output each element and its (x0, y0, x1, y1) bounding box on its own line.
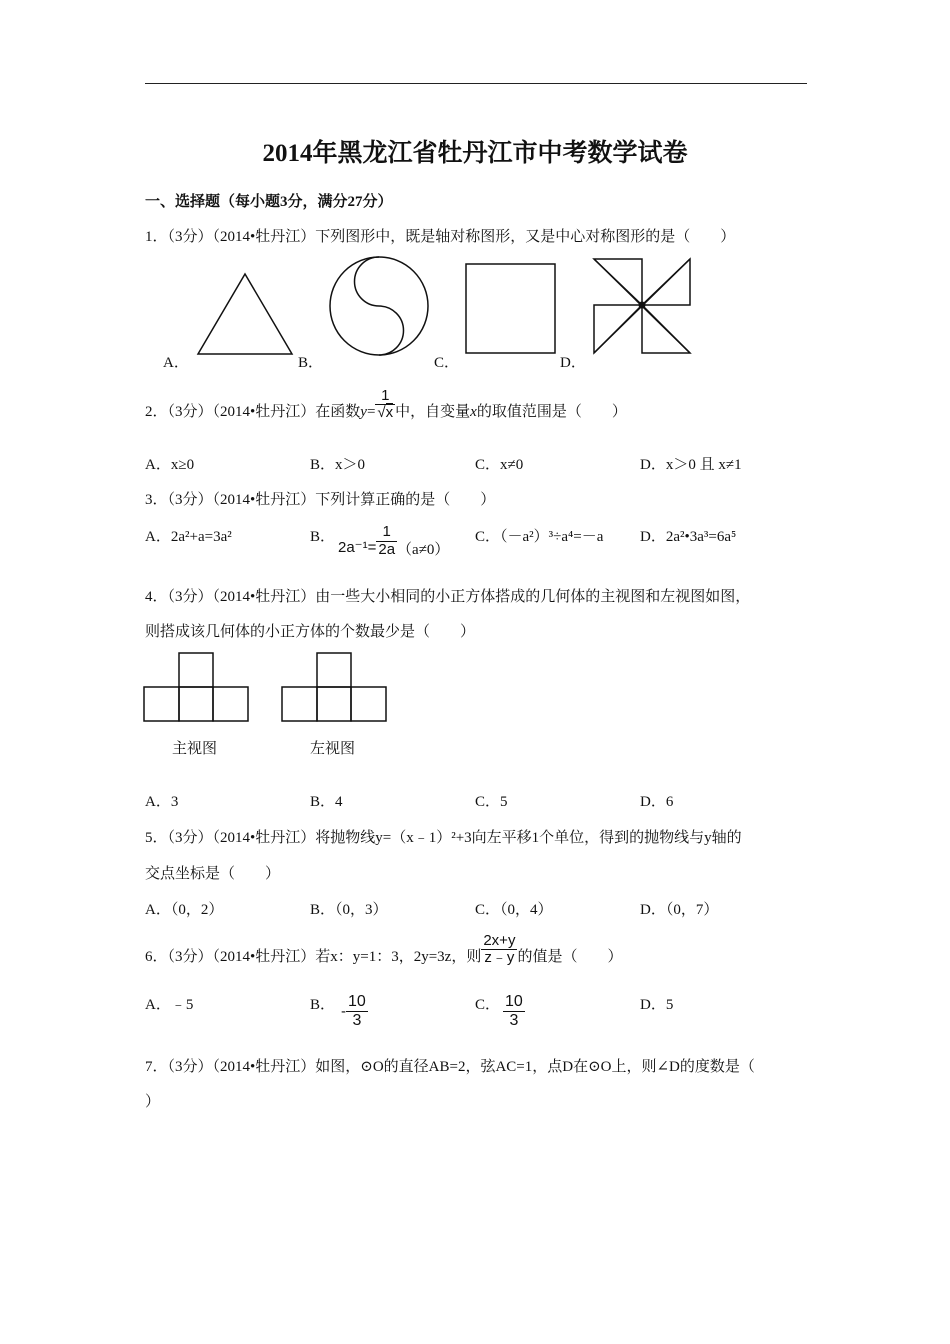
q2-fraction: $\frac{1}{√x}$ (377, 386, 394, 422)
question-4-line1: 4．（3分）（2014•牡丹江）由一些大小相同的小正方体搭成的几何体的主视图和左视图如图， (145, 589, 751, 605)
q4-option-d: D．6 (640, 794, 674, 810)
q4-option-a: A．3 (145, 794, 179, 810)
square-icon (465, 263, 557, 355)
q5-option-d: D．（0，7） (640, 902, 719, 918)
q1-option-b-label: B． (298, 355, 324, 371)
question-3-text: 3．（3分）（2014•牡丹江）下列计算正确的是（ ） (145, 492, 496, 508)
left-view-diagram (281, 652, 389, 724)
q5-option-a: A．（0，2） (145, 902, 224, 918)
triangle-icon (195, 272, 295, 356)
q5-option-b: B．（0，3） (310, 902, 388, 918)
q2-option-b: B．x＞0 (310, 457, 366, 473)
question-4-line2: 则搭成该几何体的小正方体的个数最少是（ ） (145, 624, 476, 640)
question-2-text: 2．（3分）（2014•牡丹江）在函数y= $\frac{1}{√x}$ 中，自变量x的取值范围是（ ） (145, 386, 627, 422)
q3-option-b: 2a⁻¹= $\frac{1}{2a}$ （a≠0） (338, 523, 450, 558)
top-rule (145, 83, 807, 84)
q6-option-c (503, 993, 525, 1029)
q6-option-a: A．﹣5 (145, 997, 194, 1013)
q2-option-a: A．x≥0 (145, 457, 195, 473)
q3-option-b-fraction: $\frac{1}{2a}$ (378, 523, 396, 558)
question-5-line1: 5．（3分）（2014•牡丹江）将抛物线y=（x﹣1）²+3向左平移1个单位，得到的抛物线与y轴的 (145, 830, 742, 846)
yin-yang-icon (328, 255, 430, 357)
left-view-label: 左视图 (310, 740, 356, 757)
q2-option-d: D．x＞0 且 x≠1 (640, 457, 742, 473)
q3-option-b-label: B． (310, 529, 336, 545)
question-1-text: 1．（3分）（2014•牡丹江）下列图形中，既是轴对称图形，又是中心对称图形的是（ ） (145, 229, 736, 245)
q6-fraction: $\frac{2x+y}{z﹣y}$ (483, 931, 516, 967)
q2-option-c: C．x≠0 (475, 457, 524, 473)
q6-option-c-fraction: $\frac{10}{3}$ (505, 993, 523, 1029)
q6-option-b-label: B． (310, 997, 336, 1013)
page-title: 2014年黑龙江省牡丹江市中考数学试卷 (262, 140, 688, 167)
q5-option-c: C．（0，4） (475, 902, 553, 918)
front-view-label: 主视图 (172, 740, 218, 757)
question-7-line1: 7．（3分）（2014•牡丹江）如图，⊙O的直径AB=2，弦AC=1，点D在⊙O上，则∠D的度数是（ (145, 1059, 755, 1075)
question-7-line2: ） (145, 1094, 161, 1110)
q6-option-b-fraction: $\frac{10}{3}$ (348, 993, 366, 1029)
q3-option-d: D．2a²•3a³=6a⁵ (640, 529, 737, 545)
q3-option-a: A．2a²+a=3a² (145, 529, 232, 545)
question-6-text: 6．（3分）（2014•牡丹江）若x：y=1：3，2y=3z，则 $\frac{2x+y}{z﹣y}$ 的值是（ ） (145, 931, 623, 967)
q4-option-c: C．5 (475, 794, 508, 810)
q6-option-b: - $\frac{10}{3}$ (341, 993, 366, 1029)
q1-option-a-label: A． (163, 355, 189, 371)
q3-option-c: C．（－a²）³÷a⁴=－a (475, 529, 604, 545)
q6-option-d: D．5 (640, 997, 674, 1013)
q1-option-c-label: C． (434, 355, 460, 371)
q4-option-b: B．4 (310, 794, 343, 810)
front-view-diagram (143, 652, 251, 724)
question-5-line2: 交点坐标是（ ） (145, 866, 281, 882)
q6-option-c-label: C． (475, 997, 501, 1013)
section-heading: 一、选择题（每小题3分，满分27分） (145, 194, 393, 210)
pinwheel-icon (592, 257, 692, 357)
q1-option-d-label: D． (560, 355, 586, 371)
